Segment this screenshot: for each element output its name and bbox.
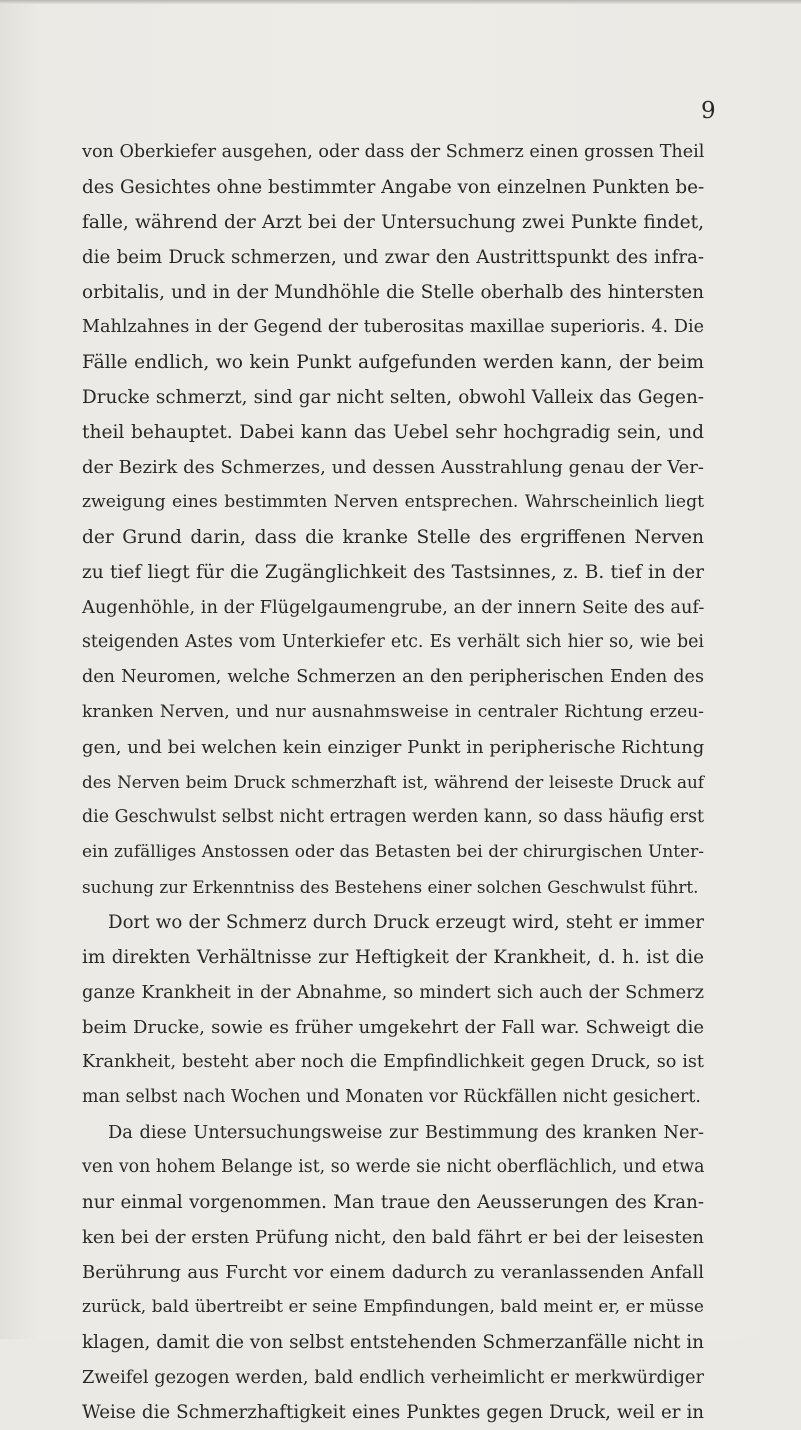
- text-line: Berührung aus Furcht vor einem dadurch zu veranlassenden Anfall: [82, 1262, 704, 1283]
- text-line: der Grund darin, dass die kranke Stelle des ergriffenen Nerven: [82, 527, 704, 548]
- text-line: suchung zur Erkenntniss des Bestehens einer solchen Geschwulst führt.: [82, 877, 699, 897]
- text-line: nur einmal vorgenommen. Man traue den Aeusserungen des Kran-: [82, 1192, 704, 1213]
- text-line: beim Drucke, sowie es früher umgekehrt der Fall war. Schweigt die: [82, 1017, 704, 1038]
- text-line: des Gesichtes ohne bestimmter Angabe von einzelnen Punkten be-: [82, 177, 705, 198]
- text-line: Da diese Untersuchungsweise zur Bestimmung des kranken Ner-: [108, 1122, 704, 1143]
- text-line: klagen, damit die von selbst entstehenden Schmerzanfälle nicht in: [82, 1332, 704, 1353]
- text-line: ven von hohem Belange ist, so werde sie nicht oberflächlich, und etwa: [82, 1157, 705, 1177]
- page-number: 9: [701, 98, 716, 124]
- text-line: Fälle endlich, wo kein Punkt aufgefunden werden kann, der beim: [82, 352, 704, 373]
- text-line: Dort wo der Schmerz durch Druck erzeugt wird, steht er immer: [108, 912, 704, 933]
- text-line: zweigung eines bestimmten Nerven entsprechen. Wahrscheinlich liegt: [82, 492, 704, 512]
- text-line: die beim Druck schmerzen, und zwar den Austrittspunkt des infra-: [82, 247, 704, 268]
- text-line: steigenden Astes vom Unterkiefer etc. Es verhält sich hier so, wie bei: [82, 632, 704, 652]
- text-line: die Geschwulst selbst nicht ertragen werden kann, so dass häufig erst: [82, 807, 704, 827]
- text-line: Drucke schmerzt, sind gar nicht selten, obwohl Valleix das Gegen-: [82, 387, 704, 408]
- text-line: gen, und bei welchen kein einziger Punkt in peripherische Richtung: [82, 737, 705, 758]
- text-line: zurück, bald übertreibt er seine Empfindungen, bald meint er, er müsse: [82, 1297, 704, 1317]
- text-line: ganze Krankheit in der Abnahme, so mindert sich auch der Schmerz: [82, 982, 704, 1003]
- text-line: von Oberkiefer ausgehen, oder dass der Schmerz einen grossen Theil: [82, 142, 705, 162]
- text-line: Augenhöhle, in der Flügelgaumengrube, an der innern Seite des auf-: [82, 597, 705, 618]
- text-line: der Bezirk des Schmerzes, und dessen Ausstrahlung genau der Ver-: [82, 457, 704, 478]
- text-line: kranken Nerven, und nur ausnahmsweise in centraler Richtung erzeu-: [82, 702, 704, 722]
- text-line: Weise die Schmerzhaftigkeit eines Punktes gegen Druck, weil er in: [82, 1402, 704, 1423]
- text-line: des Nerven beim Druck schmerzhaft ist, während der leiseste Druck auf: [82, 772, 704, 792]
- text-line: orbitalis, und in der Mundhöhle die Stelle oberhalb des hintersten: [82, 282, 704, 303]
- text-line: ein zufälliges Anstossen oder das Betasten bei der chirurgischen Unter-: [82, 842, 704, 862]
- text-line: im direkten Verhältnisse zur Heftigkeit der Krankheit, d. h. ist die: [82, 947, 704, 968]
- text-line: ken bei der ersten Prüfung nicht, den bald fährt er bei der leisesten: [82, 1227, 704, 1248]
- page-top-edge: [0, 0, 801, 4]
- text-line: den Neuromen, welche Schmerzen an den peripherischen Enden des: [82, 667, 704, 687]
- text-line: Zweifel gezogen werden, bald endlich verheimlicht er merkwürdiger: [82, 1367, 704, 1388]
- text-line: man selbst nach Wochen und Monaten vor Rückfällen nicht gesichert.: [82, 1087, 701, 1107]
- text-line: Mahlzahnes in der Gegend der tuberositas maxillae superioris. 4. Die: [82, 317, 704, 337]
- body-text: [82, 135, 704, 1430]
- text-line: zu tief liegt für die Zugänglichkeit des Tastsinnes, z. B. tief in der: [82, 562, 704, 583]
- text-line: theil behauptet. Dabei kann das Uebel sehr hochgradig sein, und: [82, 422, 704, 443]
- text-line: falle, während der Arzt bei der Untersuchung zwei Punkte findet,: [82, 212, 704, 233]
- text-line: Krankheit, besteht aber noch die Empfindlichkeit gegen Druck, so ist: [82, 1052, 704, 1072]
